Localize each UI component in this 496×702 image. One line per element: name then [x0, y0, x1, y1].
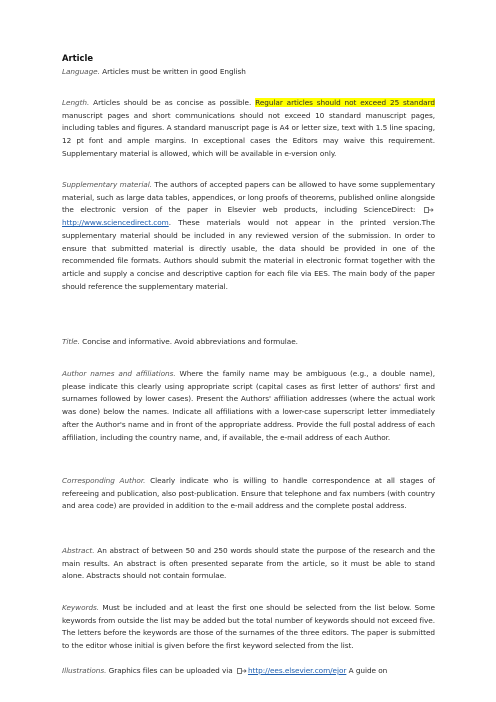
- supplementary-text-2: . These materials would not appear in the printed version.The supplementary material should be included in any reviewed version of the submission. In order to ensure that submitted material is directly usable, the data should be provided in one of the recommended file formats. Authors should submit the material in electronic format together with the article and supply a concise and descriptive caption for each file via EES. The main body of the paper should reference the supplementary material.: [62, 218, 435, 291]
- supplementary-text-1: The authors of accepted papers can be allowed to have some supplementary material, such as large data tables, appendices, or long proofs of theorems, published online alongside the electronic version of the paper in Elsevier web products, including ScienceDirect:: [62, 180, 435, 215]
- authors-lead: Author names and affiliations.: [62, 369, 176, 378]
- illustrations-text-1: Graphics files can be uploaded via: [106, 666, 235, 675]
- authors-paragraph: [62, 368, 435, 444]
- language-paragraph: [62, 66, 435, 79]
- length-lead: Length.: [62, 98, 90, 107]
- corresponding-text: Clearly indicate who is willing to handle correspondence at all stages of refereeing and publication, also post-publication. Ensure that telephone and fax numbers (with country and area code) are provided in addition to the e-mail address and the complete postal address.: [62, 476, 435, 511]
- abstract-paragraph: [62, 545, 435, 583]
- illustrations-text-2: A guide on: [346, 666, 388, 675]
- ees-link[interactable]: http://ees.elsevier.com/ejor: [247, 666, 347, 675]
- abstract-text: An abstract of between 50 and 250 words should state the purpose of the research and the main results. An abstract is often presented separate from the article, so it must be able to stand alone. Abstracts should not contain formulae.: [62, 546, 435, 581]
- length-text-2: manuscript pages and short communications should not exceed 10 standard manuscript pages, including tables and figures. A standard manuscript page is A4 or letter size, text with 1.5 line spacing, 12 pt font and ample margins. In exceptional cases the Editors may waive this requirement. Supplementary material is allowed, which will be available in e-version only.: [62, 110, 435, 158]
- illustrations-lead: Illustrations.: [62, 666, 107, 675]
- title-text: Concise and informative. Avoid abbreviations and formulae.: [79, 337, 298, 346]
- keywords-paragraph: [62, 602, 435, 653]
- supplementary-paragraph: [62, 179, 435, 293]
- language-text: Articles must be written in good English: [99, 67, 246, 76]
- abstract-lead: Abstract.: [62, 546, 95, 555]
- keywords-text: Must be included and at least the first one should be selected from the list below. Some keywords from outside the list may be added but the total number of keywords should not exceed five. The letters before the keywords are those of the surnames of the three editors. The paper is submitted to the editor whose initial is given before the first keyword selected from the list.: [62, 603, 435, 651]
- keywords-lead: Keywords.: [62, 603, 100, 612]
- corresponding-lead: Corresponding Author.: [62, 476, 146, 485]
- external-link-icon: [237, 668, 247, 674]
- illustrations-paragraph: [62, 665, 435, 678]
- external-link-icon: [424, 207, 434, 213]
- corresponding-paragraph: [62, 475, 435, 513]
- title-lead: Title.: [62, 337, 80, 346]
- length-text-1: Articles should be as concise as possible.: [89, 98, 256, 107]
- authors-text: Where the family name may be ambiguous (e.g., a double name), please indicate this clearly using appropriate script (capital cases as first letter of authors' first and surnames followed by lower cases). Present the Authors' affiliation addresses (where the actual work was done) below the names. Indicate all affiliations with a lower-case superscript letter immediately after the Author's name and in front of the appropriate address. Provide the full postal address of each affiliation, including the country name, and, if available, the e-mail address of each Author.: [62, 369, 435, 442]
- length-highlight: Regular articles should not exceed 25 standard: [255, 98, 435, 107]
- language-lead: Language.: [62, 67, 100, 76]
- title-paragraph: [62, 336, 435, 349]
- section-heading: Article: [62, 53, 94, 63]
- sciencedirect-link[interactable]: http://www.sciencedirect.com: [62, 218, 169, 228]
- length-paragraph: [62, 97, 435, 161]
- supplementary-lead: Supplementary material.: [62, 180, 152, 189]
